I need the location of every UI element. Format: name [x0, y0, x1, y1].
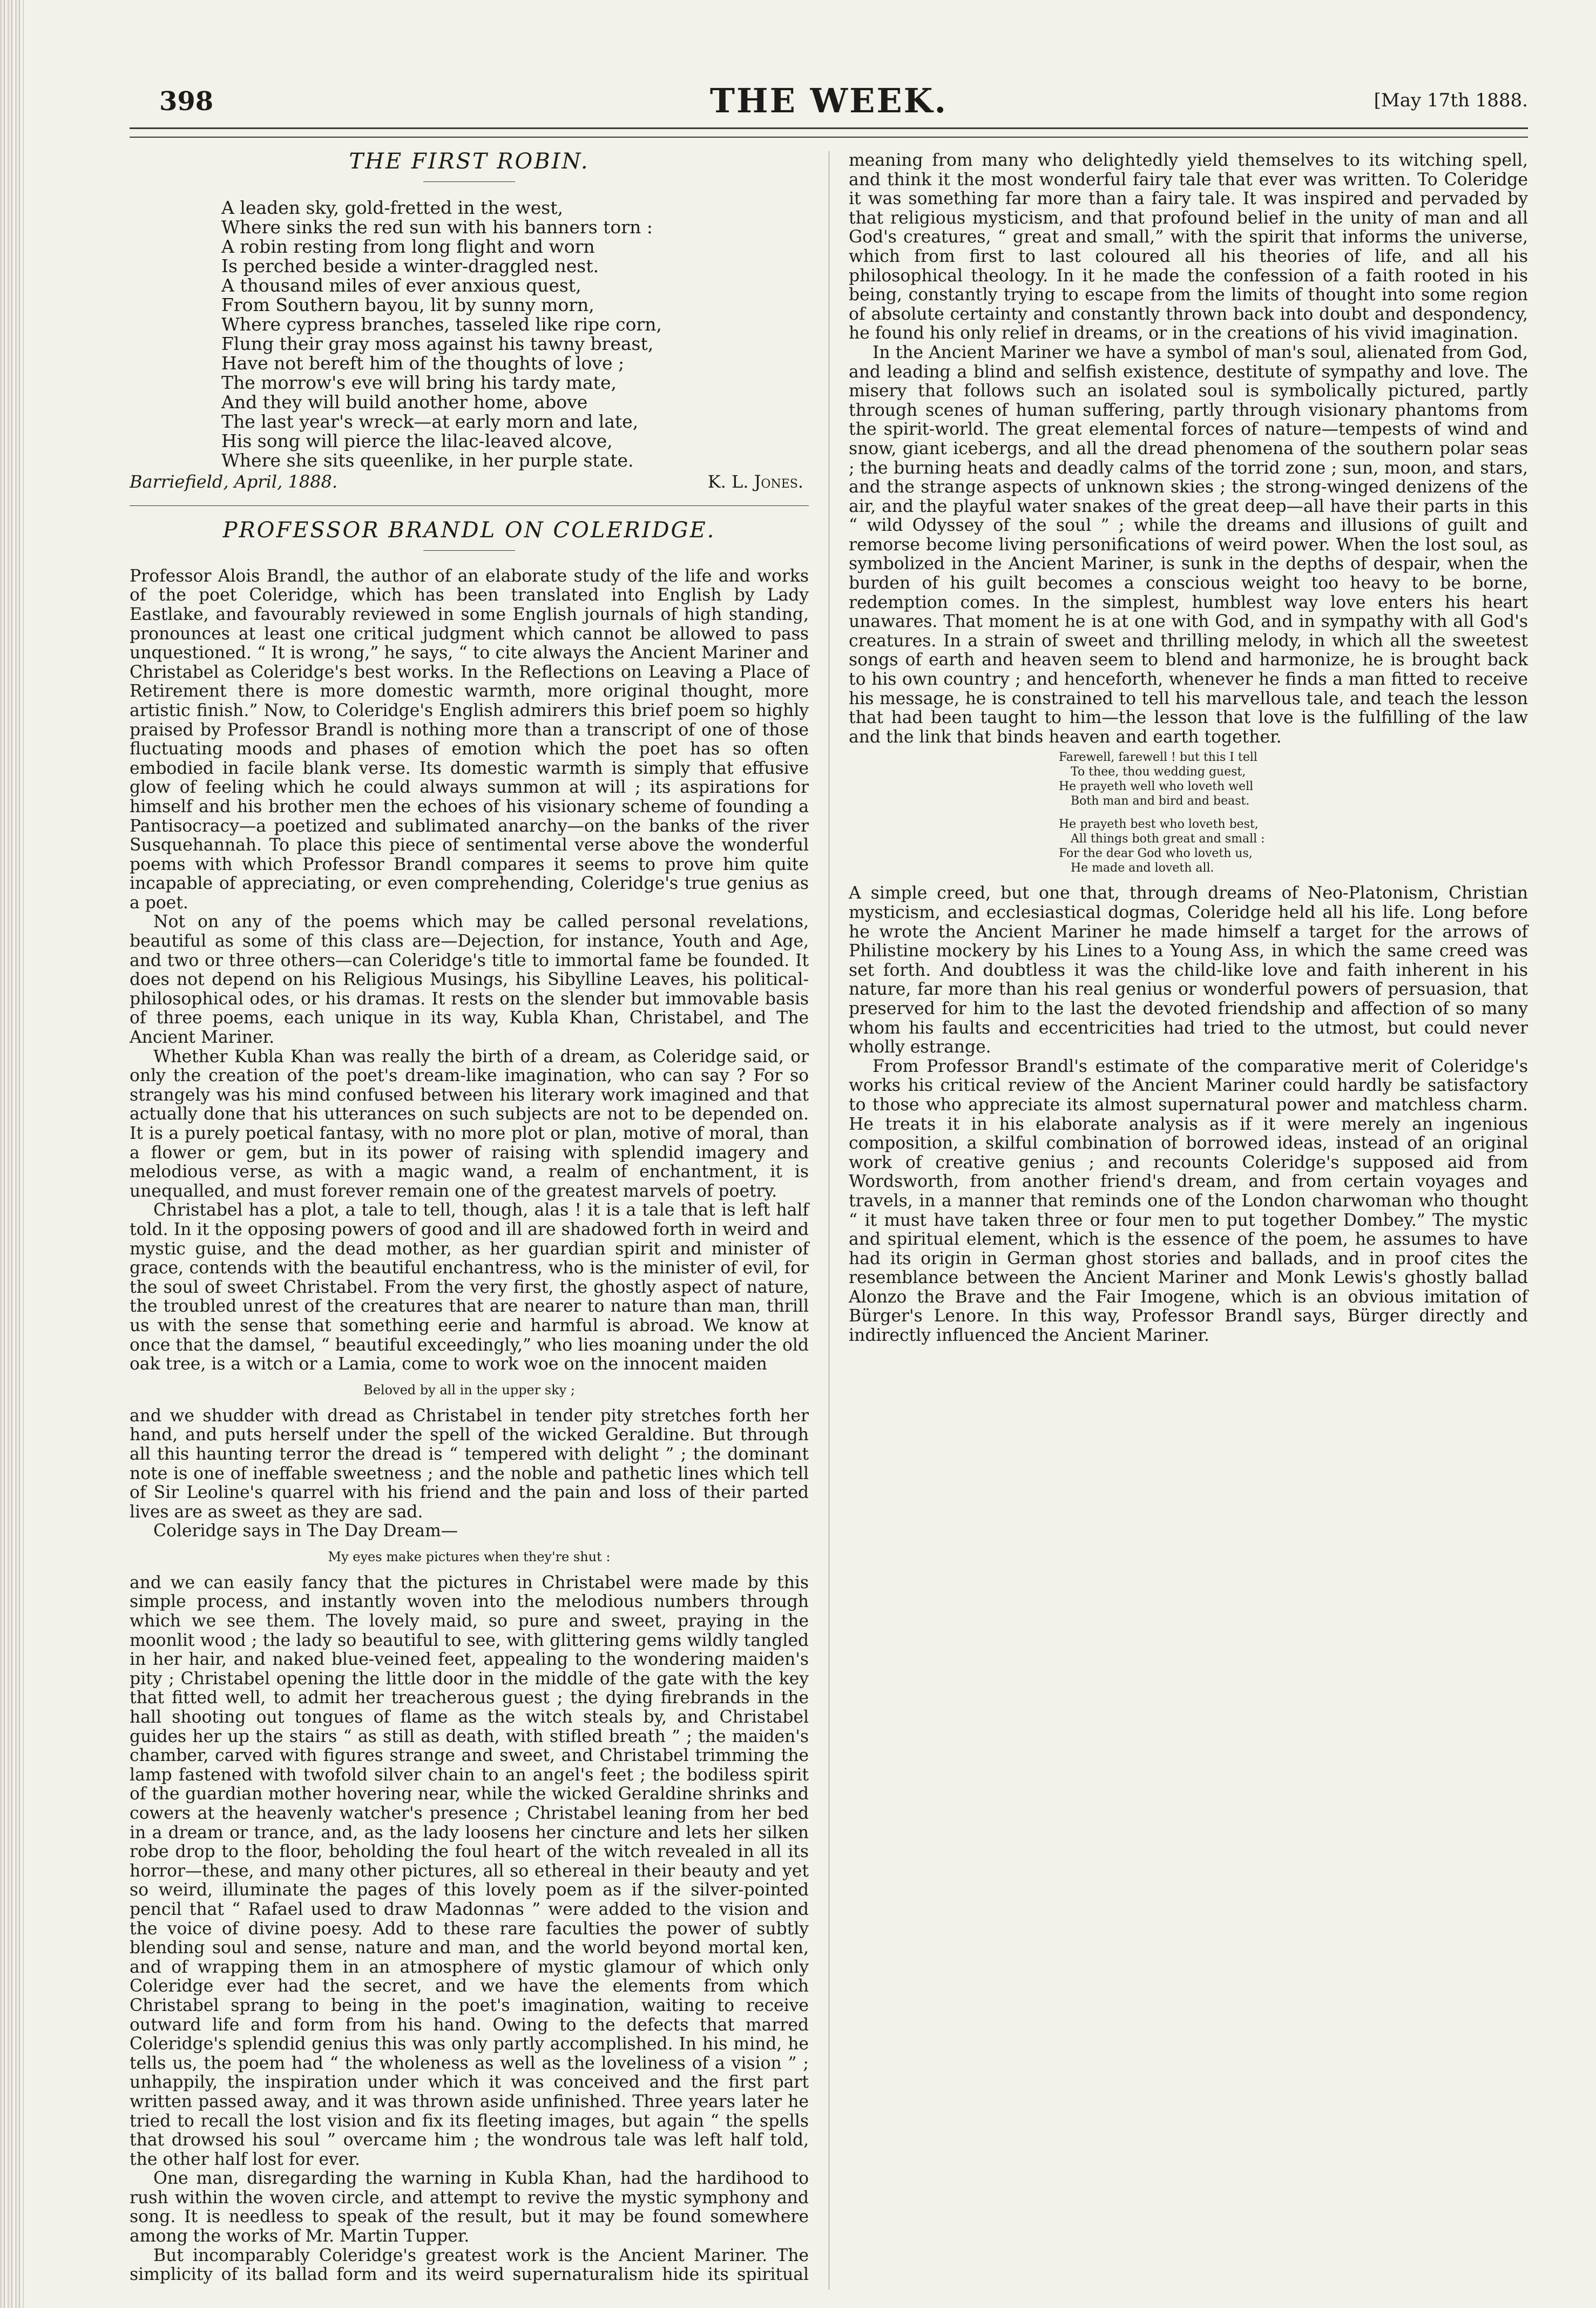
- poem-line: A thousand miles of ever anxious quest,: [221, 274, 581, 296]
- poem-line: A robin resting from long flight and worn: [221, 235, 595, 257]
- verse-stanza: [1059, 750, 1318, 808]
- poem-line: The last year's wreck—at early morn and late,: [221, 410, 639, 432]
- masthead: THE WEEK.: [709, 81, 948, 120]
- header-rule: [130, 127, 1528, 138]
- article-paragraph: One man, disregarding the warning in Kubla Khan, had the hardihood to rush within the woven circle, and attempt to revive the mystic symphony and song. It is needless to speak of the result, but it may be found somewhere among the works of Mr. Martin Tupper.: [130, 2169, 809, 2246]
- poem-place-date: Barriefield, April, 1888.: [130, 471, 338, 492]
- article-paragraph: Whether Kubla Khan was really the birth of a dream, as Coleridge said, or only the creation of the poet's dream-like imagination, who can say ? For so strangely was his mind confused between his literary work imagined and that actually done that his utterances on such subjects are not to be depended on. It is a purely poetical fantasy, with no more plot or plan, motive of moral, than a flower or gem, but in its power of raising with splendid imagery and melodious verse, as with a magic wand, a realm of enchantment, it is unequalled, and must forever remain one of the greatest marvels of poetry.: [130, 1047, 809, 1201]
- quoted-line: My eyes make pictures when they're shut :: [328, 1549, 611, 1564]
- poem-line: Flung their gray moss against his tawny breast,: [221, 333, 654, 354]
- article-paragraph: Christabel has a plot, a tale to tell, though, alas ! it is a tale that is left half told. In it the opposing powers of good and ill are shadowed forth in weird and mystic guise, and the dead mother, as her guardian spirit and minister of grace, contends with the beautiful enchantress, who is the minister of evil, for the soul of sweet Christabel. From the very first, the ghostly aspect of nature, the troubled unrest of the creatures that are nearer to nature than man, thrill us with the sense that something eerie and harmful is abroad. We know at once that the damsel, “ beautiful exceedingly,” who lies moaning under the old oak tree, is a witch or a Lamia, come to work woe on the innocent maiden: [130, 1200, 809, 1374]
- verse-line: Farewell, farewell ! but this I tell: [1059, 751, 1257, 765]
- poem-line: The morrow's eve will bring his tardy mate,: [221, 372, 617, 393]
- poem-title: THE FIRST ROBIN.: [349, 149, 590, 174]
- poem-line: Where cypress branches, tasseled like ripe corn,: [221, 313, 662, 335]
- verse-line: All things both great and small :: [1071, 832, 1265, 846]
- article-paragraph: From Professor Brandl's estimate of the comparative merit of Coleridge's works his critical review of the Ancient Mariner could hardly be satisfactory to those who appreciate its almost supernatural power and matchless charm. He treats it in his elaborate analysis as if it were merely an ingenious composition, a skilful combination of borrowed ideas, instead of an original work of creative genius ; and recounts Coleridge's supposed aid from Wordsworth, from another friend's dream, and from certain voyages and travels, in a manner that reminds one of the London charwoman who thought “ it must have taken three or four men to put together Dombey.” The mystic and spiritual element, which is the essence of the poem, he assumes to have had its origin in German ghost stories and ballads, and in proof cites the resemblance between the Ancient Mariner and Monk Lewis's ghostly ballad Alonzo the Brave and the Fair Imogene, which is an obvious imitation of Bürger's Lenore. In this way, Professor Brandl says, Bürger directly and indirectly influenced the Ancient Mariner.: [849, 1056, 1528, 1346]
- poem-line: From Southern bayou, lit by sunny morn,: [221, 294, 594, 315]
- scan-edge: [0, 0, 24, 2308]
- quoted-line: Beloved by all in the upper sky ;: [363, 1382, 575, 1398]
- verse-line: To thee, thou wedding guest,: [1071, 765, 1246, 779]
- poem-line: Where she sits queenlike, in her purple state.: [221, 449, 634, 471]
- poem-author: K. L. Jones.: [707, 471, 803, 492]
- text-columns: [130, 151, 1528, 2290]
- article-paragraph: In the Ancient Mariner we have a symbol of man's soul, alienated from God, and leading a blind and selfish existence, destitute of sympathy and love. The misery that follows such an isolated soul is symbolically pictured, partly through scenes of human suffering, partly through visionary phantoms from the spirit-world. The great elemental forces of nature—tempests of wind and snow, giant icebergs, and all the dread phenomena of the southern polar seas ; the burning heats and deadly calms of the torrid zone ; sun, moon, and stars, and the strange aspects of unknown skies ; the strong-winged denizens of the air, and the playful water snakes of the great deep—all have their parts in this “ wild Odyssey of the soul ” ; while the dreams and illusions of guilt and remorse become living personifications of weird power. When the lost soul, as symbolized in the Ancient Mariner, is sunk in the depths of despair, when the burden of his guilt becomes a conscious weight too heavy to be borne, redemption comes. In the simplest, humblest way love enters his heart unawares. That moment he is at one with God, and in sympathy with all God's creatures. In a strain of sweet and thrilling melody, in which all the sweetest songs of earth and heaven seem to blend and harmonize, he is brought back to his own country ; and henceforth, whenever he finds a man fitted to receive his message, he is constrained to tell his marvellous tale, and teach the lesson that had been taught to him—the lesson that love is the fulfilling of the law and the link that binds heaven and earth together.: [849, 342, 1528, 747]
- newspaper-page: [130, 81, 1528, 2290]
- poem-line: Have not bereft him of the thoughts of love ;: [221, 352, 625, 374]
- title-rule: [423, 550, 515, 551]
- issue-date: [May 17th 1888.: [1374, 90, 1528, 111]
- article-paragraph: Not on any of the poems which may be called personal revelations, beautiful as some of this class are—Dejection, for instance, Youth and Age, and two or three others—can Coleridge's title to immortal fame be founded. It does not depend on his Religious Musings, his Sibylline Leaves, his political-philosophical odes, or his dramas. It rests on the slender but immovable basis of three poems, each unique in its way, Kubla Khan, Christabel, and The Ancient Mariner.: [130, 912, 809, 1048]
- article-paragraph: But incomparably Coleridge's greatest work is the Ancient Mariner. The simplicity of its ballad form and its weird supernaturalism hide its spiritual meaning from many who delightedly yield themselves to its witching spell, and think it the most wonderful fairy tale that ever was written. To Coleridge it was something far more than a fairy tale. It was inspired and pervaded by that religious mysticism, and that profound belief in the unity of man and all God's creatures, “ great and small,” with the spirit that informs the universe, which from first to last coloured all his theories of life, and all his philosophical theology. In it he made the confession of a faith rooted in his being, constantly trying to escape from the limits of thought into some region of absolute certainty and constantly thrown back into doubt and despondency, he found his only relief in dreams, or in the creations of his vivid imagination.: [130, 151, 1528, 2285]
- article-paragraph: and we can easily fancy that the pictures in Christabel were made by this simple process, and instantly woven into the melodious numbers through which we see them. The lovely maid, so pure and sweet, praying in the moonlit wood ; the lady so beautiful to see, with glittering gems wildly tangled in her hair, and naked blue-veined feet, appealing to the wondering maiden's pity ; Christabel opening the little door in the middle of the gate with the key that fitted well, to admit her treacherous guest ; the dying firebrands in the hall shooting out tongues of flame as the witch steals by, and Christabel guides her up the stairs “ as still as death, with stifled breath ” ; the maiden's chamber, carved with figures strange and sweet, and Christabel trimming the lamp fastened with twofold silver chain to an angel's feet ; the bodiless spirit of the guardian mother hovering near, while the wicked Geraldine shrinks and cowers at the heavenly watcher's presence ; Christabel leaning from her bed in a dream or trance, and, as the lady loosens her cincture and lets her silken robe drop to the floor, beholding the foul heart of the witch revealed in all its horror—these, and many other pictures, all so ethereal in their beauty and yet so weird, illuminate the pages of this lovely poem as if the silver-pointed pencil that “ Rafael used to draw Madonnas ” were added to the vision and the voice of divine poesy. Add to these rare faculties the power of subtly blending soul and sense, nature and man, and the world beyond mortal ken, and of wrapping them in an atmosphere of mystic glamour of which only Coleridge ever had the secret, and we have the elements from which Christabel sprang to being in the poet's imagination, waiting to receive outward life and form from his hand. Owing to the defects that marred Coleridge's splendid genius this was only partly accomplished. In his mind, he tells us, the poem had “ the wholeness as well as the loveliness of a vision ” ; unhappily, the inspiration under which it was conceived and the first part written passed away, and it was thrown aside unfinished. Three years later he tried to recall the lost vision and fix its fleeting images, but again “ the spells that drowsed his soul ” overcame him ; the wondrous tale was left half told, the other half lost for ever.: [130, 1573, 809, 2169]
- poem-line: His song will pierce the lilac-leaved alcove,: [221, 430, 613, 451]
- article-paragraph: Coleridge says in The Day Dream—: [153, 1521, 458, 1541]
- verse-line: He made and loveth all.: [1071, 861, 1214, 875]
- article-paragraph: A simple creed, but one that, through dreams of Neo-Platonism, Christian mysticism, and ecclesiastical dogmas, Coleridge held all his life. Long before he wrote the Ancient Mariner he made himself a target for the arrows of Philistine mockery by his Lines to a Young Ass, in which the same creed was set forth. And doubtless it was the child-like love and faith inherent in his nature, far more than his real genius or wonderful powers of persuasion, that preserved for him to the last the devoted friendship and affection of so many whom his faults and eccentricities had tried to the utmost, but could never wholly estrange.: [849, 883, 1528, 1057]
- page-header: [130, 81, 1528, 130]
- article-paragraph: Professor Alois Brandl, the author of an elaborate study of the life and works of the poet Coleridge, which has been translated into English by Lady Eastlake, and favourably reviewed in some English journals of high standing, pronounces at least one critical judgment which cannot be allowed to pass unquestioned. “ It is wrong,” he says, “ to cite always the Ancient Mariner and Christabel as Coleridge's best works. In the Reflections on Leaving a Place of Retirement there is more domestic warmth, more original thought, more artistic finish.” Now, to Coleridge's English admirers this brief poem so highly praised by Professor Brandl is nothing more than a transcript of one of those fluctuating moods and phases of emotion which the poet has so often embodied in facile blank verse. Its domestic warmth is simply that effusive glow of feeling which he could always summon at will ; its aspirations for himself and his brother men the echoes of his visionary scheme of founding a Pantisocracy—a poetized and sublimated anarchy—on the banks of the river Susquehannah. To place this piece of sentimental verse above the wonderful poems with which Professor Brandl compares it seems to prove him quite incapable of appreciating, or even comprehending, Coleridge's true genius as a poet.: [130, 566, 809, 913]
- poem-line: Is perched beside a winter-draggled nest.: [221, 255, 599, 276]
- article-paragraph: and we shudder with dread as Christabel in tender pity stretches forth her hand, and puts herself under the spell of the wicked Geraldine. But through all this haunting terror the dread is “ tempered with delight ” ; the dominant note is one of ineffable sweetness ; and the noble and pathetic lines which tell of Sir Leoline's quarrel with his friend and the pain and loss of their parted lives are as sweet as they are sad.: [130, 1406, 809, 1522]
- poem: [221, 198, 809, 470]
- verse-line: He prayeth best who loveth best,: [1059, 818, 1259, 832]
- verse-line: Both man and bird and beast.: [1071, 794, 1250, 808]
- article-title: PROFESSOR BRANDL ON COLERIDGE.: [222, 518, 716, 543]
- poem-line: Where sinks the red sun with his banners torn :: [221, 216, 653, 238]
- verse-line: He prayeth well who loveth well: [1059, 780, 1254, 794]
- poem-line: A leaden sky, gold-fretted in the west,: [221, 197, 563, 218]
- poem-byline: [130, 473, 809, 492]
- section-divider: [130, 505, 809, 506]
- page-number: 398: [159, 86, 214, 117]
- poem-line: And they will build another home, above: [221, 391, 588, 413]
- verse-line: For the dear God who loveth us,: [1059, 847, 1253, 861]
- verse-stanza: [1059, 817, 1318, 875]
- title-rule: [423, 181, 515, 182]
